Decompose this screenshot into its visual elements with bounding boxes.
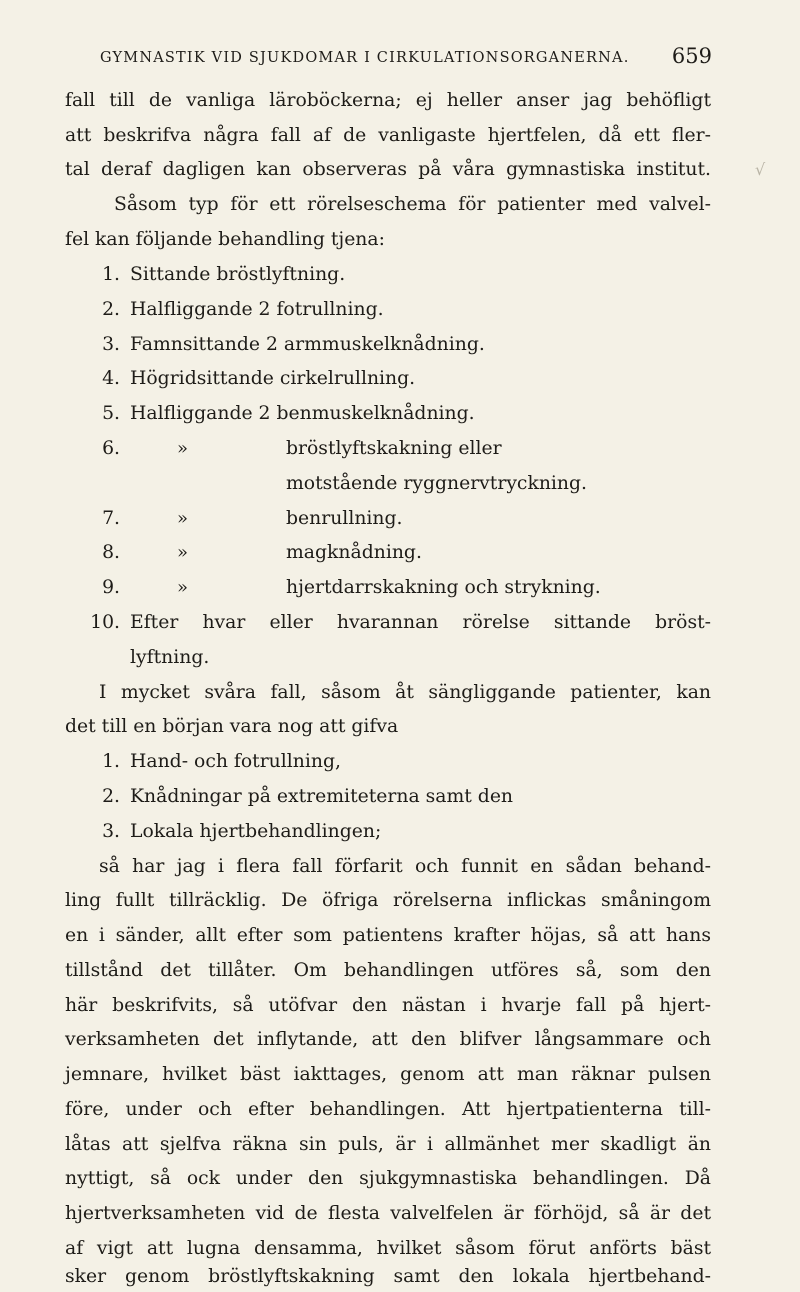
ditto-mark: » xyxy=(177,438,189,459)
item-text: hjertdarrskakning och strykning. xyxy=(286,577,601,598)
text-line: så har jag i flera fall förfarit och funnit en sådan behand- xyxy=(99,856,711,877)
item-text: benrullning. xyxy=(286,508,403,529)
item-number: 1. xyxy=(102,751,120,772)
item-number: 9. xyxy=(102,577,120,598)
text-line: fall till de vanliga läroböckerna; ej heller anser jag behöfligt xyxy=(65,90,711,111)
text-line: en i sänder, allt efter som patientens krafter höjas, så att hans xyxy=(65,925,711,946)
page-number: 659 xyxy=(671,44,712,68)
item-number: 2. xyxy=(102,299,120,320)
header-title: GYMNASTIK VID SJUKDOMAR I CIRKULATIONSORGANERNA. xyxy=(100,50,630,66)
ditto-mark: » xyxy=(177,508,189,529)
item-text: Efter hvar eller hvarannan rörelse sittande bröst- xyxy=(130,612,711,633)
item-text: Halfliggande 2 benmuskelknådning. xyxy=(130,403,475,424)
item-text: Sittande bröstlyftning. xyxy=(130,264,346,285)
item-number: 4. xyxy=(102,368,120,389)
text-line: låtas att sjelfva räkna sin puls, är i allmänhet mer skadligt än xyxy=(65,1134,711,1155)
text-line: jemnare, hvilket bäst iakttages, genom att man räknar pulsen xyxy=(65,1064,711,1085)
text-line: tillstånd det tillåter. Om behandlingen utföres så, som den xyxy=(65,960,711,981)
ditto-mark: » xyxy=(177,577,189,598)
item-number: 1. xyxy=(102,264,120,285)
text-line: här beskrifvits, så utöfvar den nästan i hvarje fall på hjert- xyxy=(65,995,711,1016)
text-line: det till en början vara nog att gifva xyxy=(65,716,399,737)
item-text: bröstlyftskakning eller xyxy=(286,438,502,459)
text-line: I mycket svåra fall, såsom åt sängliggande patienter, kan xyxy=(99,682,711,703)
running-header xyxy=(100,44,712,68)
text-line: hjertverksamheten vid de flesta valvelfelen är förhöjd, så är det xyxy=(65,1203,711,1224)
item-text: Knådningar på extremiteterna samt den xyxy=(130,786,514,807)
item-number: 6. xyxy=(102,438,120,459)
margin-pencil-mark: √ xyxy=(755,160,766,179)
text-line: verksamheten det inflytande, att den blifver långsammare och xyxy=(65,1029,711,1050)
item-text: Hand- och fotrullning, xyxy=(130,751,341,772)
text-line: tal deraf dagligen kan observeras på våra gymnastiska institut. xyxy=(65,159,711,180)
item-number: 3. xyxy=(102,334,120,355)
text-line: att beskrifva några fall af de vanligaste hjertfelen, då ett fler- xyxy=(65,125,711,146)
item-text: lyftning. xyxy=(130,647,210,668)
ditto-mark: » xyxy=(177,542,189,563)
text-line-cut: sker genom bröstlyftskakning samt den lokala hjertbehand- xyxy=(65,1266,711,1287)
item-text: motstående ryggnervtryckning. xyxy=(286,473,588,494)
text-line: Såsom typ för ett rörelseschema för patienter med valvel- xyxy=(114,194,711,215)
item-number: 2. xyxy=(102,786,120,807)
item-text: Famnsittande 2 armmuskelknådning. xyxy=(130,334,485,355)
text-line: fel kan följande behandling tjena: xyxy=(65,229,385,250)
item-text: magknådning. xyxy=(286,542,422,563)
item-text: Halfliggande 2 fotrullning. xyxy=(130,299,384,320)
item-number: 5. xyxy=(102,403,120,424)
item-number: 3. xyxy=(102,821,120,842)
item-number: 10. xyxy=(90,612,120,633)
item-number: 8. xyxy=(102,542,120,563)
item-number: 7. xyxy=(102,508,120,529)
item-text: Lokala hjertbehandlingen; xyxy=(130,821,382,842)
text-line: ling fullt tillräcklig. De öfriga rörelserna inflickas småningom xyxy=(65,890,711,911)
item-text: Högridsittande cirkelrullning. xyxy=(130,368,416,389)
text-line: före, under och efter behandlingen. Att hjertpatienterna till- xyxy=(65,1099,711,1120)
text-line: af vigt att lugna densamma, hvilket såsom förut anförts bäst xyxy=(65,1238,711,1259)
text-line: nyttigt, så ock under den sjukgymnastiska behandlingen. Då xyxy=(65,1168,711,1189)
